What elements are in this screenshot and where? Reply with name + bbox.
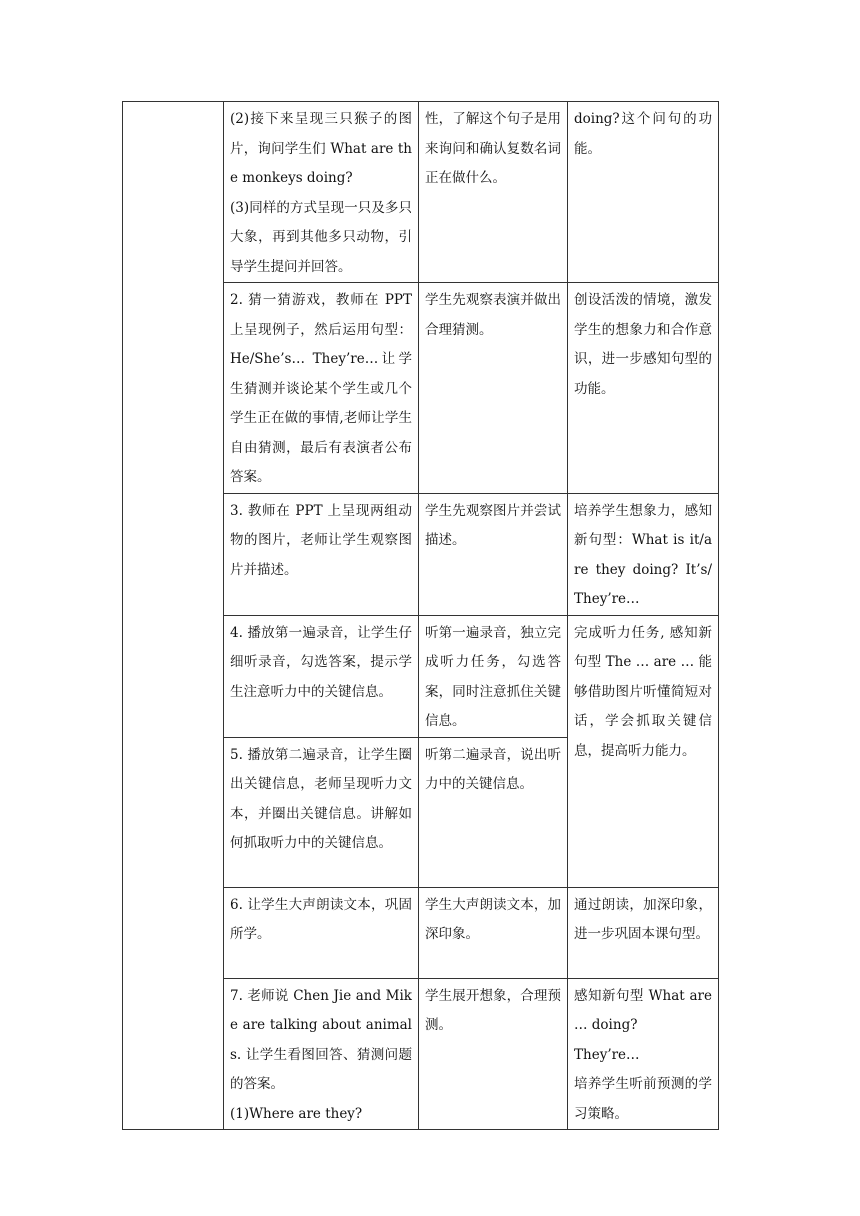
purpose-text: 通过朗读，加深印象，进一步巩固本课句型。 (574, 896, 712, 942)
student-text: 学生展开想象，合理预测。 (425, 987, 561, 1033)
lesson-plan-table (122, 101, 719, 1130)
student-text: 学生先观察表演并做出合理猜测。 (425, 292, 561, 338)
purpose-text: 感知新句型 What are … doing? (574, 987, 712, 1033)
student-cell (419, 978, 568, 1130)
purpose-cell (568, 615, 719, 887)
activity-cell (224, 283, 419, 494)
purpose-cell (568, 978, 719, 1130)
blank-stage-column (123, 102, 224, 1130)
activity-text: 3. 教师在 PPT 上呈现两组动物的图片，老师让学生观察图片并描述。 (230, 502, 412, 578)
student-text: 听第一遍录音，独立完成听力任务，勾选答案，同时注意抓住关键信息。 (425, 624, 561, 729)
activity-text: 7. 老师说 Chen Jie and Mike are talking about animals. 让学生看图回答、猜测问题的答案。 (230, 987, 412, 1092)
activity-cell (224, 102, 419, 283)
purpose-text: 培养学生想象力，感知新句型：What is it/are they doing? It’s/They’re… (574, 502, 712, 607)
student-text: 性，了解这个句子是用来询问和确认复数名词正在做什么。 (425, 111, 561, 186)
purpose-text: 完成听力任务, 感知新句型 The … are … 能够借助图片听懂简短对话，学会抓取关键信息，提高听力能力。 (574, 624, 712, 759)
student-cell (419, 615, 568, 737)
purpose-cell (568, 102, 719, 283)
student-cell (419, 283, 568, 494)
purpose-cell (568, 283, 719, 494)
activity-cell (224, 737, 419, 887)
activity-text: 5. 播放第二遍录音，让学生圈出关键信息，老师呈现听力文本，并圈出关键信息。讲解如何抓取听力中的关键信息。 (230, 746, 412, 851)
student-cell (419, 737, 568, 887)
table-row (123, 102, 719, 283)
student-text: 学生先观察图片并尝试描述。 (425, 502, 561, 548)
student-text: 学生大声朗读文本，加深印象。 (425, 896, 561, 942)
student-text: 听第二遍录音，说出听力中的关键信息。 (425, 746, 561, 792)
student-cell (419, 493, 568, 615)
purpose-text: They’re… (574, 1046, 640, 1063)
activity-cell (224, 887, 419, 978)
purpose-text: doing?这个问句的功能。 (574, 111, 712, 157)
purpose-text: 培养学生听前预测的学习策略。 (574, 1076, 712, 1122)
student-cell (419, 102, 568, 283)
activity-text: 2. 猜一猜游戏，教师在 PPT 上呈现例子，然后运用句型：He/She’s… They’re…让学生猜测并谈论某个学生或几个学生正在做的事情,老师让学生自由猜测，最后有表演者公布答案。 (230, 292, 412, 485)
activity-text: (3)同样的方式呈现一只及多只大象，再到其他多只动物，引导学生提问并回答。 (230, 199, 412, 275)
activity-cell (224, 978, 419, 1130)
purpose-text: 创设活泼的情境，激发学生的想象力和合作意识，进一步感知句型的功能。 (574, 292, 712, 397)
activity-cell (224, 615, 419, 737)
activity-text: 6. 让学生大声朗读文本，巩固所学。 (230, 896, 412, 942)
purpose-cell (568, 493, 719, 615)
activity-text: 4. 播放第一遍录音，让学生仔细听录音，勾选答案，提示学生注意听力中的关键信息。 (230, 624, 412, 700)
purpose-cell (568, 887, 719, 978)
student-cell (419, 887, 568, 978)
activity-text: (1)Where are they? (230, 1105, 363, 1122)
activity-text: (2)接下来呈现三只猴子的图片，询问学生们 What are the monkeys doing? (230, 111, 412, 186)
activity-cell (224, 493, 419, 615)
